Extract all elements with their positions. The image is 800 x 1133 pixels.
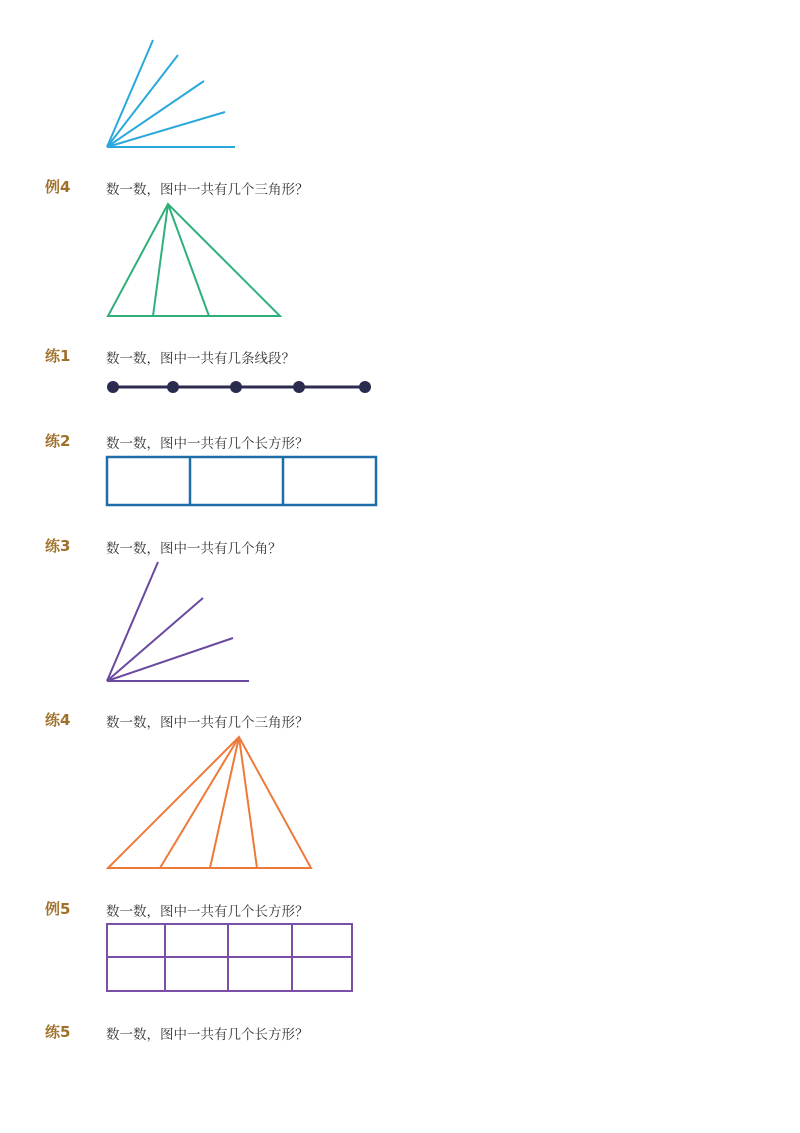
problem-question-pr4: 数一数，图中一共有几个三角形？ <box>106 715 309 731</box>
problem-question-pr5: 数一数，图中一共有几个长方形？ <box>106 1027 309 1043</box>
problem-label-pr2: 练2 <box>45 432 71 450</box>
problem-question-pr3: 数一数，图中一共有几个角？ <box>106 541 282 557</box>
problem-question-pr1: 数一数，图中一共有几条线段？ <box>106 351 295 367</box>
line-segment-figure-pr1 <box>107 381 371 393</box>
problem-label-pr5: 练5 <box>45 1023 71 1041</box>
problem-label-pr3: 练3 <box>45 537 71 555</box>
segment-point <box>359 381 371 393</box>
grid-figure-ex5 <box>107 924 352 991</box>
rectangle-figure-pr2 <box>107 457 376 505</box>
problem-label-pr4: 练4 <box>45 711 71 729</box>
angle-fan-figure-pr3 <box>107 562 249 681</box>
triangle-figure-ex4 <box>108 204 280 316</box>
problem-question-ex4: 数一数，图中一共有几个三角形？ <box>106 182 309 198</box>
problem-question-ex5: 数一数，图中一共有几个长方形？ <box>106 904 309 920</box>
problem-label-ex4: 例4 <box>45 178 71 196</box>
triangle-figure-pr4 <box>108 737 311 868</box>
problem-label-ex5: 例5 <box>45 900 71 918</box>
problem-label-pr1: 练1 <box>45 347 71 365</box>
segment-point <box>230 381 242 393</box>
angle-fan-figure-top <box>107 40 235 147</box>
segment-point <box>293 381 305 393</box>
segment-point <box>107 381 119 393</box>
problem-question-pr2: 数一数，图中一共有几个长方形？ <box>106 436 309 452</box>
segment-point <box>167 381 179 393</box>
